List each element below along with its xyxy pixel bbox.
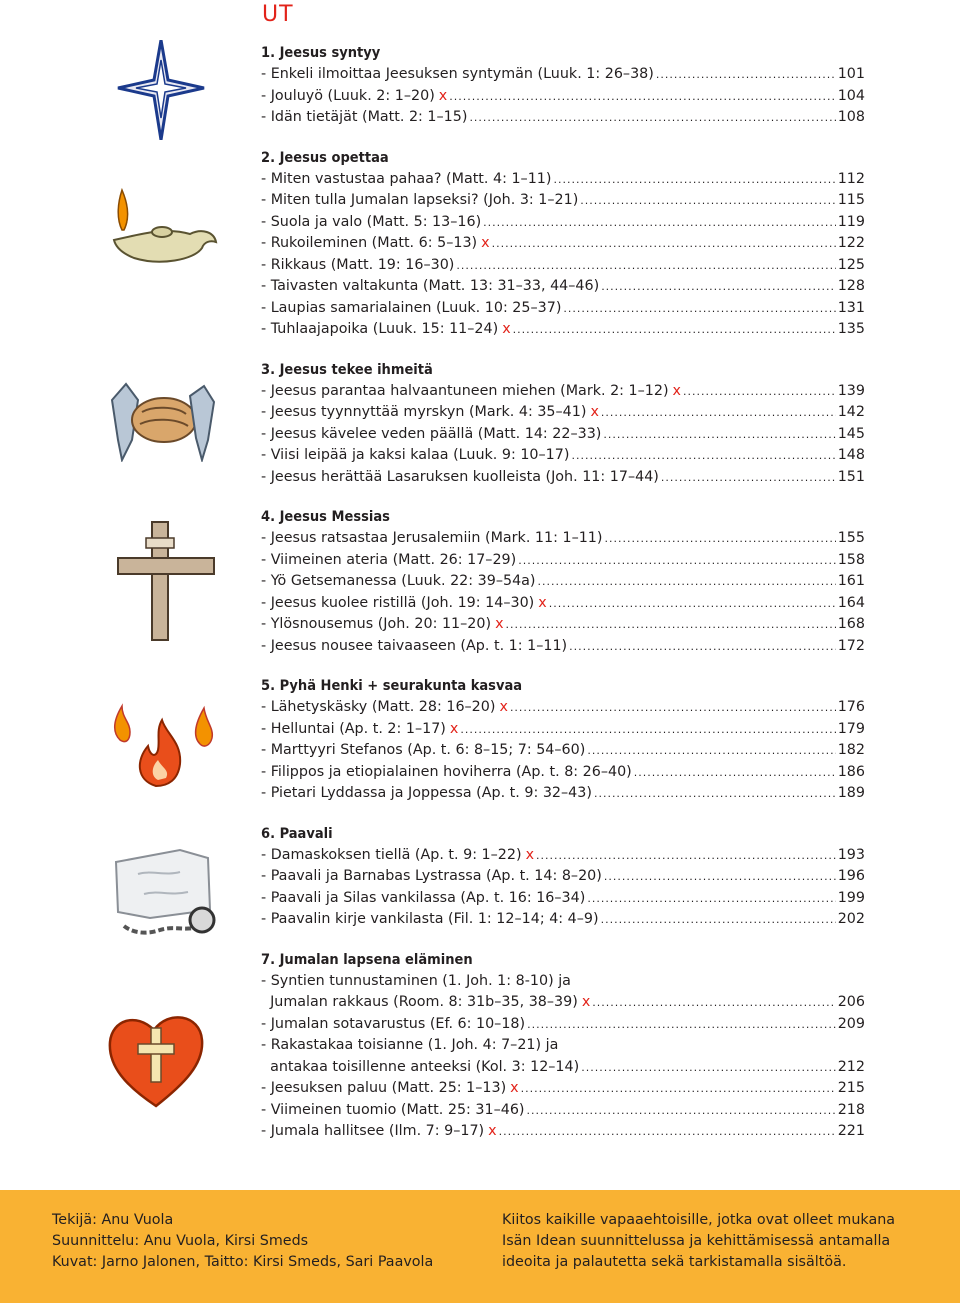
page-number: 122 bbox=[837, 235, 865, 251]
toc-entry bbox=[261, 740, 865, 762]
toc-entry bbox=[261, 298, 865, 320]
entry-title: - Marttyyri Stefanos (Ap. t. 6: 8–15; 7: 54–60) bbox=[261, 742, 586, 758]
section-title: 3. Jeesus tekee ihmeitä bbox=[261, 361, 433, 378]
entry-title: - Jeesus herättää Lasaruksen kuolleista (Joh. 11: 17–44) bbox=[261, 468, 659, 485]
page-number: 221 bbox=[837, 1123, 865, 1139]
toc-entry bbox=[261, 1121, 865, 1143]
toc-section bbox=[261, 949, 865, 1143]
page-number: 218 bbox=[837, 1101, 865, 1118]
x-mark: x bbox=[449, 720, 459, 737]
toc-entry bbox=[261, 86, 865, 108]
page-number: 176 bbox=[837, 699, 865, 715]
toc-entry bbox=[261, 593, 865, 615]
dot-leader bbox=[513, 319, 836, 341]
page-number: 145 bbox=[837, 425, 865, 442]
page-number: 119 bbox=[837, 213, 865, 230]
entry-title: - Idän tietäjät (Matt. 2: 1–15) bbox=[261, 109, 468, 125]
x-mark: x bbox=[438, 87, 448, 104]
entry-title: - Jeesuksen paluu (Matt. 25: 1–13) bbox=[261, 1080, 507, 1096]
thanks-line: ideoita ja palautetta sekä tarkistamalla sisältöä. bbox=[502, 1254, 847, 1270]
toc-entry bbox=[261, 64, 865, 86]
page-number: 142 bbox=[837, 404, 865, 420]
entry-title: - Filippos ja etiopialainen hoviherra (Ap. t. 8: 26–40) bbox=[261, 763, 632, 780]
section-title: 2. Jeesus opettaa bbox=[261, 149, 389, 166]
toc-section bbox=[261, 506, 865, 657]
section-title: 4. Jeesus Messias bbox=[261, 509, 390, 525]
toc-entry bbox=[261, 467, 865, 489]
toc-entry bbox=[261, 1078, 865, 1100]
page-number: 115 bbox=[837, 192, 865, 208]
entry-title: - Jouluyö (Luuk. 2: 1–20) bbox=[261, 87, 435, 104]
oil-lamp-icon bbox=[110, 188, 220, 278]
toc-entry bbox=[261, 233, 865, 255]
cross-icon bbox=[114, 518, 218, 643]
thanks-line: Kiitos kaikille vapaaehtoisille, jotka ovat olleet mukana bbox=[502, 1212, 896, 1228]
toc-entry bbox=[261, 845, 865, 867]
toc-entry bbox=[261, 719, 865, 741]
toc-entry bbox=[261, 381, 865, 403]
dot-leader bbox=[521, 1078, 836, 1100]
page-number: 158 bbox=[837, 551, 865, 568]
x-mark: x bbox=[499, 699, 508, 715]
entry-title: - Jumalan sotavarustus (Ef. 6: 10–18) bbox=[261, 1015, 526, 1032]
page-number: 199 bbox=[837, 889, 865, 906]
thanks-line: Isän Idean suunnittelussa ja kehittämisessä antamalla bbox=[502, 1233, 891, 1249]
x-mark: x bbox=[525, 846, 535, 863]
dot-leader bbox=[536, 845, 836, 867]
page-number: 182 bbox=[837, 742, 865, 758]
credits-footer bbox=[0, 1190, 960, 1303]
toc-entry bbox=[261, 614, 865, 636]
entry-title: - Jeesus parantaa halvaantuneen miehen (Mark. 2: 1–12) bbox=[261, 382, 669, 399]
toc-entry bbox=[261, 888, 865, 910]
credit-design: Suunnittelu: Anu Vuola, Kirsi Smeds bbox=[52, 1233, 309, 1249]
dot-leader bbox=[587, 740, 835, 762]
entry-title: antakaa toisillenne anteeksi (Kol. 3: 12–14) bbox=[261, 1058, 580, 1075]
entry-title: - Jumala hallitsee (Ilm. 7: 9–17) bbox=[261, 1123, 485, 1139]
page-number: 209 bbox=[837, 1015, 865, 1032]
toc-entry bbox=[261, 1057, 865, 1079]
entry-title: - Paavali ja Barnabas Lystrassa (Ap. t. 14: 8–20) bbox=[261, 868, 602, 884]
dot-leader bbox=[469, 107, 835, 129]
x-mark: x bbox=[495, 616, 504, 632]
dot-leader bbox=[538, 571, 836, 593]
entry-title: - Viimeinen tuomio (Matt. 25: 31–46) bbox=[261, 1101, 525, 1118]
entry-first-line: - Rakastakaa toisianne (1. Joh. 4: 7–21) ja bbox=[261, 1037, 559, 1053]
page-number: 131 bbox=[837, 299, 865, 316]
dot-leader bbox=[581, 1057, 835, 1079]
entry-title: - Miten vastustaa pahaa? (Matt. 4: 1–11) bbox=[261, 170, 552, 187]
entry-title: - Jeesus tyynnyttää myrskyn (Mark. 4: 35–41) bbox=[261, 404, 587, 420]
dot-leader bbox=[549, 593, 836, 615]
section-title: 1. Jeesus syntyy bbox=[261, 45, 381, 61]
entry-title: - Taivasten valtakunta (Matt. 13: 31–33, 44–46) bbox=[261, 278, 600, 294]
toc-section bbox=[261, 823, 865, 931]
page-number: 101 bbox=[837, 66, 865, 82]
toc-entry bbox=[261, 169, 865, 191]
page-number: 202 bbox=[837, 911, 865, 927]
entry-title: - Jeesus kuolee ristillä (Joh. 19: 14–30) bbox=[261, 594, 535, 611]
toc-section bbox=[261, 359, 865, 489]
toc-entry bbox=[261, 1014, 865, 1036]
page-number: 128 bbox=[837, 278, 865, 294]
page-number: 168 bbox=[837, 616, 865, 632]
dot-leader bbox=[601, 909, 836, 931]
entry-title: - Jeesus nousee taivaaseen (Ap. t. 1: 1–11) bbox=[261, 637, 568, 654]
dot-leader bbox=[604, 866, 836, 888]
dot-leader bbox=[518, 550, 835, 572]
toc-entry bbox=[261, 212, 865, 234]
entry-first-line: - Syntien tunnustaminen (1. Joh. 1: 8-10) ja bbox=[261, 972, 571, 989]
toc-entry bbox=[261, 528, 865, 550]
dot-leader bbox=[499, 1121, 836, 1143]
page-number: 215 bbox=[837, 1080, 865, 1096]
dot-leader bbox=[594, 783, 836, 805]
section-title: 5. Pyhä Henki + seurakunta kasvaa bbox=[261, 678, 523, 694]
dot-leader bbox=[605, 528, 836, 550]
page-number: 155 bbox=[837, 530, 865, 546]
map-and-shackle-icon bbox=[110, 846, 220, 940]
toc-section bbox=[261, 147, 865, 341]
page-number: 193 bbox=[837, 846, 865, 863]
page-number: 189 bbox=[837, 785, 865, 801]
dot-leader bbox=[571, 445, 835, 467]
entry-title: - Jeesus kävelee veden päällä (Matt. 14: 22–33) bbox=[261, 425, 602, 442]
toc-entry bbox=[261, 762, 865, 784]
dot-leader bbox=[634, 762, 836, 784]
entry-title: - Yö Getsemanessa (Luuk. 22: 39–54a) bbox=[261, 573, 536, 589]
entry-title: - Viimeinen ateria (Matt. 26: 17–29) bbox=[261, 551, 517, 568]
entry-title: - Helluntai (Ap. t. 2: 1–17) bbox=[261, 720, 446, 737]
entry-title: - Miten tulla Jumalan lapseksi? (Joh. 3: 1–21) bbox=[261, 192, 579, 208]
dot-leader bbox=[601, 402, 836, 424]
x-mark: x bbox=[538, 594, 547, 611]
dot-leader bbox=[527, 1014, 836, 1036]
entry-title: - Jeesus ratsastaa Jerusalemiin (Mark. 11: 1–11) bbox=[261, 530, 603, 546]
dot-leader bbox=[569, 636, 836, 658]
toc-entry bbox=[261, 866, 865, 888]
toc-section bbox=[261, 675, 865, 805]
x-mark: x bbox=[590, 404, 599, 420]
toc-entry bbox=[261, 909, 865, 931]
dot-leader bbox=[456, 255, 835, 277]
bread-and-fish-icon bbox=[108, 380, 220, 462]
toc-entry bbox=[261, 424, 865, 446]
toc-entry bbox=[261, 992, 865, 1014]
entry-title: - Ylösnousemus (Joh. 20: 11–20) bbox=[261, 616, 492, 632]
entry-title: - Rukoileminen (Matt. 6: 5–13) bbox=[261, 235, 478, 251]
toc-entry bbox=[261, 550, 865, 572]
page-number: 139 bbox=[837, 382, 865, 399]
x-mark: x bbox=[581, 994, 591, 1010]
toc-entry bbox=[261, 571, 865, 593]
toc-entry bbox=[261, 107, 865, 129]
dot-leader bbox=[683, 381, 836, 403]
page-number: 206 bbox=[837, 994, 865, 1010]
dot-leader bbox=[510, 697, 836, 719]
dot-leader bbox=[587, 888, 835, 910]
page-number: 108 bbox=[837, 109, 865, 125]
entry-title: - Viisi leipää ja kaksi kalaa (Luuk. 9: 10–17) bbox=[261, 447, 570, 463]
dot-leader bbox=[492, 233, 836, 255]
credit-illustration: Kuvat: Jarno Jalonen, Taitto: Kirsi Smeds, Sari Paavola bbox=[52, 1254, 434, 1270]
toc-entry bbox=[261, 697, 865, 719]
toc-entry bbox=[261, 276, 865, 298]
table-of-contents bbox=[261, 42, 865, 1161]
x-mark: x bbox=[481, 235, 490, 251]
page-number: 148 bbox=[837, 447, 865, 463]
entry-title: - Paavali ja Silas vankilassa (Ap. t. 16: 16–34) bbox=[261, 889, 586, 906]
entry-title: - Tuhlaajapoika (Luuk. 15: 11–24) bbox=[261, 321, 499, 337]
page-number: 186 bbox=[837, 763, 865, 780]
entry-title: - Paavalin kirje vankilasta (Fil. 1: 12–14; 4: 4–9) bbox=[261, 911, 599, 927]
flames-icon bbox=[108, 700, 218, 788]
dot-leader bbox=[506, 614, 836, 636]
page-number: 196 bbox=[837, 868, 865, 884]
toc-section bbox=[261, 42, 865, 129]
page-number: 125 bbox=[837, 256, 865, 273]
dot-leader bbox=[460, 719, 835, 741]
x-mark: x bbox=[510, 1080, 519, 1096]
page-number: 104 bbox=[837, 87, 865, 104]
section-title: 6. Paavali bbox=[261, 825, 333, 842]
entry-title: Jumalan rakkaus (Room. 8: 31b–35, 38–39) bbox=[261, 994, 578, 1010]
page-title: UT bbox=[262, 2, 294, 27]
entry-title: - Pietari Lyddassa ja Joppessa (Ap. t. 9: 32–43) bbox=[261, 785, 592, 801]
section-title: 7. Jumalan lapsena eläminen bbox=[261, 951, 473, 968]
page-number: 172 bbox=[837, 637, 865, 654]
page-number: 179 bbox=[837, 720, 865, 737]
dot-leader bbox=[553, 169, 835, 191]
toc-entry bbox=[261, 783, 865, 805]
entry-title: - Enkeli ilmoittaa Jeesuksen syntymän (Luuk. 1: 26–38) bbox=[261, 66, 654, 82]
dot-leader bbox=[656, 64, 836, 86]
toc-entry bbox=[261, 636, 865, 658]
dot-leader bbox=[603, 424, 835, 446]
toc-entry bbox=[261, 190, 865, 212]
x-mark: x bbox=[502, 321, 511, 337]
toc-entry bbox=[261, 445, 865, 467]
toc-entry bbox=[261, 1100, 865, 1122]
entry-title: - Suola ja valo (Matt. 5: 13–16) bbox=[261, 213, 482, 230]
dot-leader bbox=[601, 276, 836, 298]
heart-cross-icon bbox=[106, 1006, 206, 1110]
x-mark: x bbox=[488, 1123, 497, 1139]
dot-leader bbox=[563, 298, 835, 320]
dot-leader bbox=[661, 467, 836, 489]
toc-entry bbox=[261, 319, 865, 341]
credit-author: Tekijä: Anu Vuola bbox=[52, 1212, 174, 1228]
dot-leader bbox=[449, 86, 835, 108]
dot-leader bbox=[580, 190, 835, 212]
dot-leader bbox=[592, 992, 835, 1014]
page-number: 164 bbox=[837, 594, 865, 611]
toc-entry bbox=[261, 402, 865, 424]
page-number: 212 bbox=[837, 1058, 865, 1075]
page-number: 112 bbox=[837, 170, 865, 187]
entry-title: - Rikkaus (Matt. 19: 16–30) bbox=[261, 256, 455, 273]
x-mark: x bbox=[672, 382, 682, 399]
page-number: 151 bbox=[837, 468, 865, 485]
dot-leader bbox=[483, 212, 836, 234]
page-number: 161 bbox=[837, 573, 865, 589]
toc-entry bbox=[261, 255, 865, 277]
credits-right bbox=[502, 1210, 895, 1273]
page-number: 135 bbox=[837, 321, 865, 337]
entry-title: - Laupias samarialainen (Luuk. 10: 25–37) bbox=[261, 299, 562, 316]
entry-title: - Lähetyskäsky (Matt. 28: 16–20) bbox=[261, 699, 496, 715]
entry-title: - Damaskoksen tiellä (Ap. t. 9: 1–22) bbox=[261, 846, 522, 863]
dot-leader bbox=[527, 1100, 836, 1122]
star-icon bbox=[116, 40, 206, 140]
credits-left bbox=[52, 1210, 433, 1273]
